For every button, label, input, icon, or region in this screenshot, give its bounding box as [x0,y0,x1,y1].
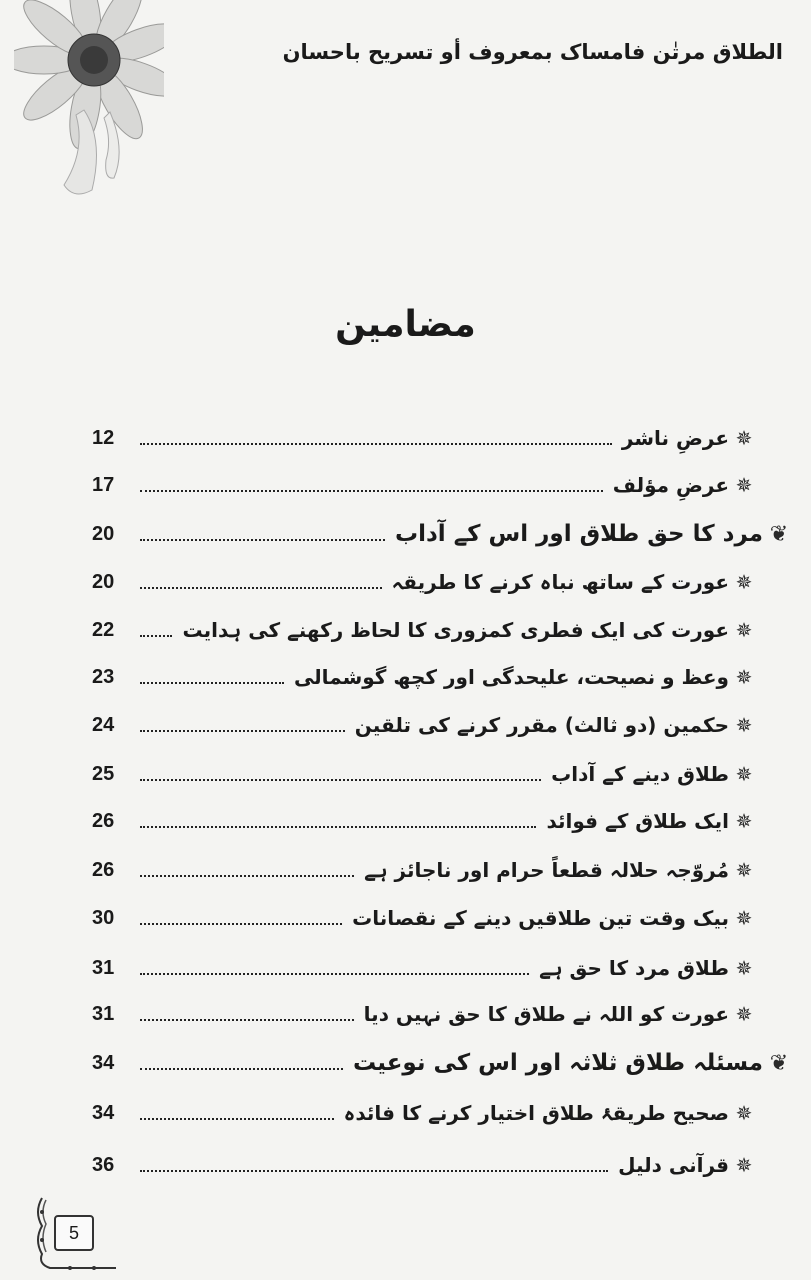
toc-entry[interactable] [92,707,759,743]
sunflower-decoration [14,0,164,210]
toc-page-number: 23 [92,665,115,688]
toc-leader-dots [140,779,541,781]
toc-page-number: 26 [92,858,115,881]
star-flower-icon: ✵ [735,1101,753,1125]
star-flower-icon: ✵ [735,1002,753,1026]
toc-leader-dots [140,682,284,684]
toc-page-number: 25 [92,762,115,785]
star-flower-icon: ✵ [735,570,753,594]
toc-page-number: 20 [92,522,115,545]
toc-page-number: 22 [92,618,115,641]
toc-entry[interactable] [92,659,759,695]
page-number: 5 [54,1215,94,1251]
toc-section-entry[interactable] [92,516,795,552]
leaf-bullet-icon: ❦ [769,1050,789,1076]
toc-entry[interactable] [92,852,759,888]
toc-leader-dots [140,443,612,445]
toc-section-entry[interactable] [92,1045,795,1081]
toc-page-number: 31 [92,1002,115,1025]
toc-leader-dots [140,490,603,492]
star-flower-icon: ✵ [735,858,753,882]
toc-entry-text: عورت کے ساتھ نباہ کرنے کا طریقہ [391,570,729,594]
star-flower-icon: ✵ [735,906,753,930]
toc-page-number: 24 [92,713,115,736]
star-flower-icon: ✵ [735,473,753,497]
toc-page-number: 20 [92,570,115,593]
toc-entry-text: مسئلہ طلاق ثلاثہ اور اس کی نوعیت [352,1050,763,1076]
toc-entry-text: طلاق دینے کے آداب [551,762,729,786]
toc-entry-text: مرد کا حق طلاق اور اس کے آداب [395,521,763,547]
toc-entry[interactable] [92,1095,759,1131]
toc-page-number: 26 [92,809,115,832]
toc-page-number: 34 [92,1101,115,1124]
star-flower-icon: ✵ [735,618,753,642]
toc-leader-dots [140,875,354,877]
toc-page-number: 36 [92,1153,115,1176]
toc-page-number: 34 [92,1051,115,1074]
toc-entry[interactable] [92,467,759,503]
toc-leader-dots [140,587,382,589]
toc-entry-text: مُروّجہ حلالہ قطعاً حرام اور ناجائز ہے [364,858,729,882]
toc-entry[interactable] [92,996,759,1032]
toc-entry-text: عرضِ ناشر [621,426,729,450]
toc-leader-dots [140,730,345,732]
toc-page-number: 17 [92,473,115,496]
star-flower-icon: ✵ [735,426,753,450]
toc-entry[interactable] [92,1147,759,1183]
star-flower-icon: ✵ [735,762,753,786]
toc-leader-dots [140,923,342,925]
running-header-title: الطلاق مرتٰن فامساک بمعروف أو تسریح باحسان [282,40,783,64]
page-title: مضامین [335,304,476,345]
toc-entry-text: عورت کو اللہ نے طلاق کا حق نہیں دیا [363,1002,729,1026]
toc-leader-dots [140,539,385,541]
toc-leader-dots [140,1118,334,1120]
toc-leader-dots [140,635,172,637]
toc-entry-text: حکمین (دو ثالث) مقرر کرنے کی تلقین [354,713,729,737]
toc-entry[interactable] [92,756,759,792]
star-flower-icon: ✵ [735,809,753,833]
toc-leader-dots [140,1068,343,1070]
toc-entry-text: طلاق مرد کا حق ہے [539,956,729,980]
toc-entry[interactable] [92,612,759,648]
star-flower-icon: ✵ [735,713,753,737]
toc-entry-text: وعظ و نصیحت، علیحدگی اور کچھ گوشمالی [293,665,729,689]
toc-entry-text: صحیح طریقۂ طلاق اختیار کرنے کا فائدہ [343,1101,729,1125]
toc-entry[interactable] [92,803,759,839]
toc-leader-dots [140,973,529,975]
toc-entry[interactable] [92,420,759,456]
star-flower-icon: ✵ [735,665,753,689]
toc-entry-text: بیک وقت تین طلاقیں دینے کے نقصانات [352,906,729,930]
toc-page-number: 30 [92,906,115,929]
toc-entry[interactable] [92,950,759,986]
toc-entry[interactable] [92,564,759,600]
toc-entry-text: عرضِ مؤلف [612,473,729,497]
toc-leader-dots [140,1019,354,1021]
toc-page-number: 12 [92,426,115,449]
toc-entry-text: ایک طلاق کے فوائد [546,809,729,833]
toc-leader-dots [140,1170,608,1172]
toc-entry[interactable] [92,900,759,936]
star-flower-icon: ✵ [735,1153,753,1177]
toc-leader-dots [140,826,536,828]
toc-entry-text: عورت کی ایک فطری کمزوری کا لحاظ رکھنے کی ہدایت [182,618,729,642]
leaf-bullet-icon: ❦ [769,521,789,547]
toc-entry-text: قرآنی دلیل [618,1153,729,1177]
toc-page-number: 31 [92,956,115,979]
star-flower-icon: ✵ [735,956,753,980]
